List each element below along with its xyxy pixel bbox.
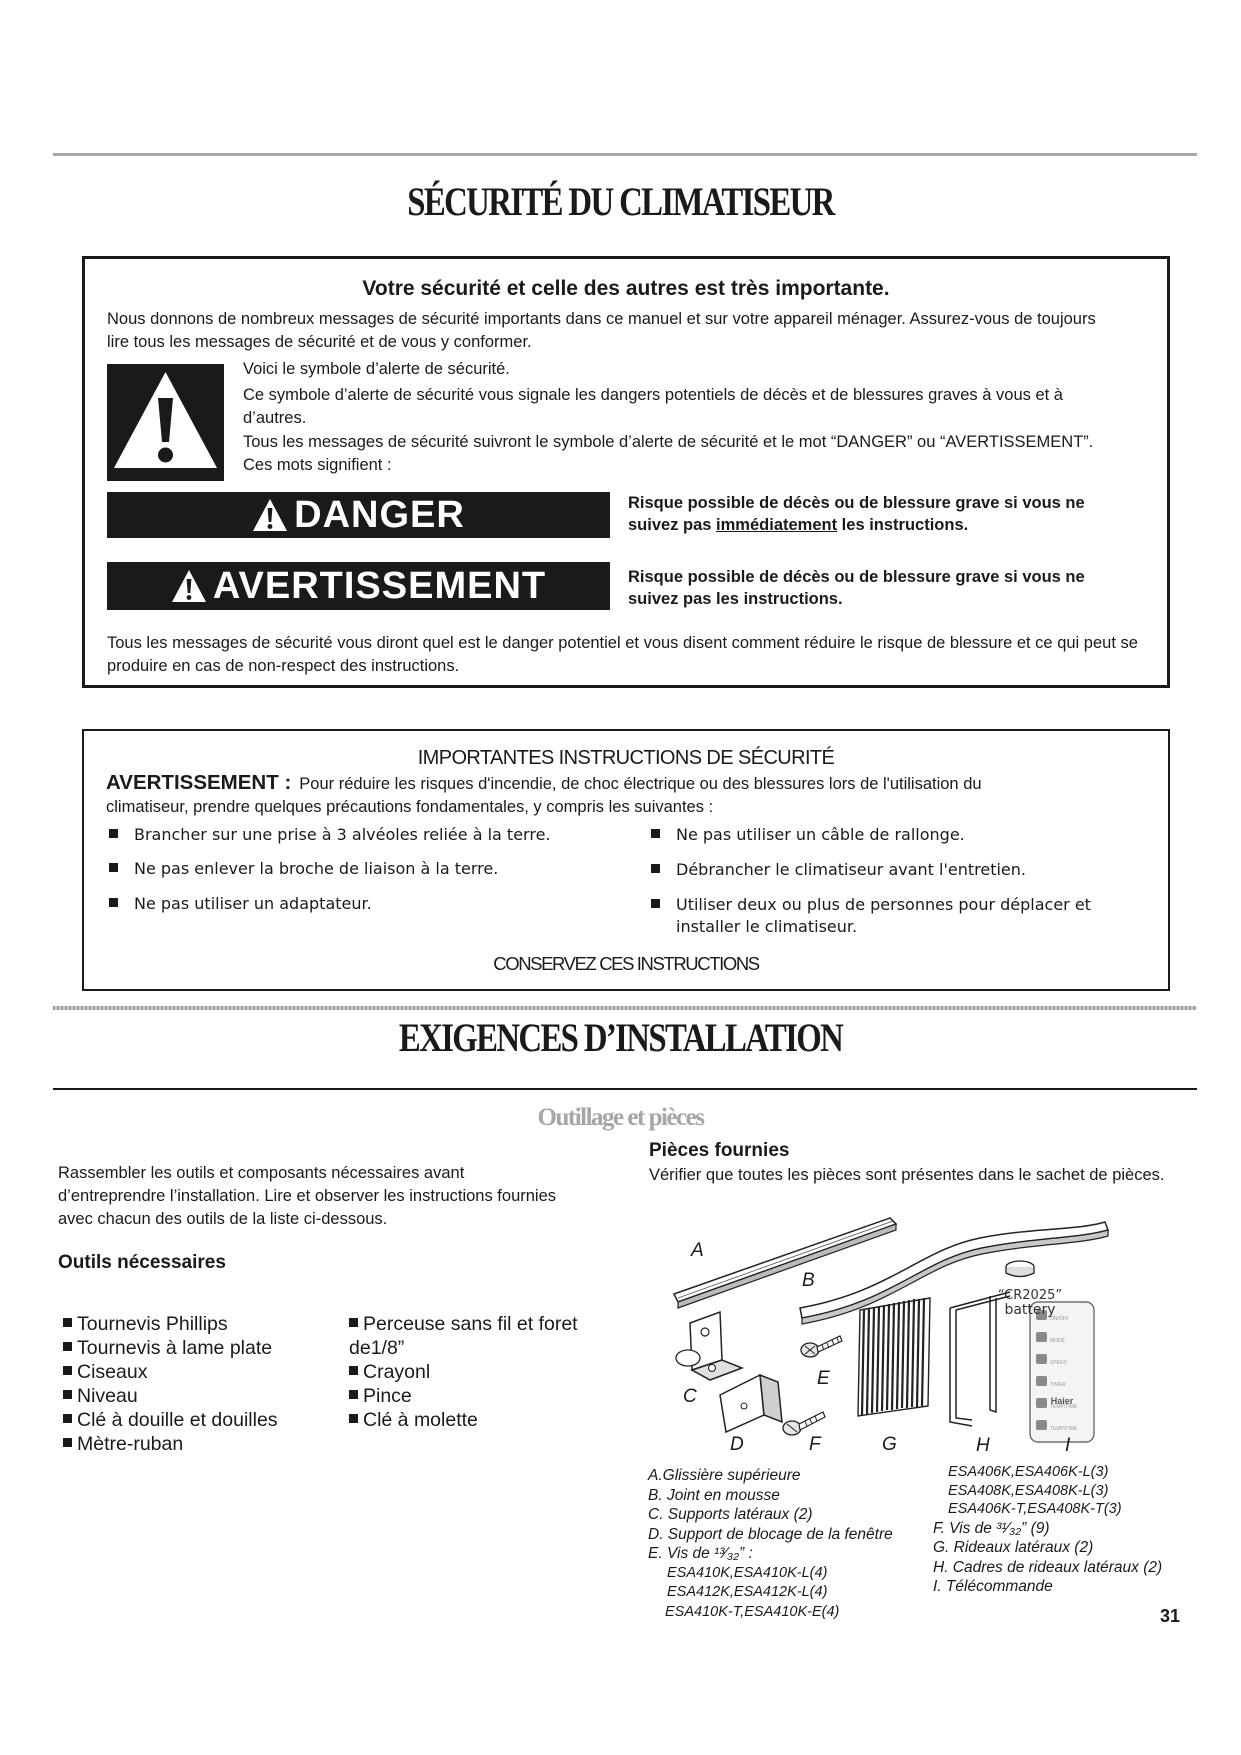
- parts-heading: Pièces fournies: [649, 1140, 790, 1161]
- list-item-text: Perceuse sans fil et foret: [363, 1313, 578, 1335]
- remote-button-label: ON/OFF: [1050, 1316, 1069, 1322]
- remote-button-label: TEMP/TIME: [1050, 1426, 1078, 1432]
- part-c-side-bracket: [676, 1312, 742, 1380]
- figure-label-c: C: [683, 1386, 697, 1407]
- parts-legend-left: [648, 1466, 948, 1622]
- danger-warning-icon: [252, 498, 288, 532]
- list-item: [63, 1432, 333, 1456]
- list-item: [651, 824, 965, 846]
- list-item-text: Utiliser deux ou plus de personnes pour déplacer et installer le climatiseur.: [676, 895, 1091, 936]
- legend-item: I. Télécommande: [933, 1578, 1053, 1595]
- list-item-text: de1/8”: [349, 1337, 405, 1359]
- safety-box-heading: Votre sécurité et celle des autres est très importante.: [362, 277, 890, 300]
- list-item-text: Débrancher le climatiseur avant l'entretien.: [676, 860, 1026, 879]
- instructions-title: IMPORTANTES INSTRUCTIONS DE SÉCURITÉ: [417, 747, 835, 769]
- instructions-warning-label: AVERTISSEMENT :: [106, 771, 292, 794]
- legend-item: H. Cadres de rideaux latéraux (2): [933, 1558, 1163, 1576]
- list-item-text: Ciseaux: [77, 1361, 148, 1383]
- figure-label-a: A: [691, 1240, 704, 1261]
- legend-item: E. Vis de ¹³⁄₃₂” :: [648, 1545, 753, 1562]
- danger-label: DANGER: [294, 493, 465, 536]
- list-item: [651, 859, 1026, 881]
- legend-item: D. Support de blocage de la fenêtre: [648, 1525, 893, 1543]
- list-item-text: Clé à molette: [363, 1409, 478, 1431]
- list-item: [63, 1312, 333, 1336]
- battery-label-2: battery: [1004, 1302, 1056, 1318]
- list-item-text: Brancher sur une prise à 3 alvéoles reliée à la terre.: [134, 825, 551, 844]
- figure-label-h: H: [976, 1435, 990, 1456]
- legend-item: ESA410K,ESA410K-L(4): [667, 1564, 828, 1581]
- list-item: [651, 894, 1131, 938]
- legend-item: F. Vis de ³¹⁄₃₂” (9): [933, 1519, 1050, 1537]
- figure-label-f: F: [809, 1434, 821, 1455]
- list-item-text: Ne pas utiliser un câble de rallonge.: [676, 825, 965, 844]
- legend-item: ESA406K,ESA406K-L(3): [948, 1464, 1109, 1480]
- safety-title: SÉCURITÉ DU CLIMATISEUR: [407, 179, 834, 224]
- battery-label-1: “CR2025”: [997, 1288, 1063, 1303]
- installation-subtitle: Outillage et pièces: [537, 1104, 704, 1131]
- page-number: 31: [1160, 1606, 1181, 1626]
- instructions-warning-text-2: climatiseur, prendre quelques précautions fondamentales, y compris les suivantes :: [106, 798, 714, 816]
- legend-item: ESA406K-T,ESA408K-T(3): [948, 1501, 1122, 1517]
- remote-brand-logo: Haier: [1050, 1396, 1074, 1406]
- legend-item: ESA410K-T,ESA410K-E(4): [665, 1603, 840, 1620]
- symbol-description: Ce symbole d’alerte de sécurité vous signale les dangers potentiels de décès et de blessures graves à vous et à d’autres.: [243, 386, 1063, 427]
- danger-text: [628, 492, 1138, 536]
- list-item-text: Pince: [363, 1385, 412, 1407]
- remote-button-label: MODE: [1050, 1338, 1065, 1344]
- parts-intro: Vérifier que toutes les pièces sont présentes dans le sachet de pièces.: [649, 1166, 1165, 1184]
- list-item: [349, 1384, 609, 1408]
- safety-alert-symbol-icon: [107, 364, 224, 481]
- list-item-text: Ne pas enlever la broche de liaison à la terre.: [134, 859, 499, 878]
- list-item-text: Mètre-ruban: [77, 1433, 184, 1455]
- part-e-screw: [801, 1336, 842, 1357]
- top-rule: [53, 153, 1197, 156]
- list-item-text: Niveau: [77, 1385, 138, 1407]
- section-divider: [53, 1006, 1197, 1010]
- danger-text-post: les instructions.: [837, 516, 969, 534]
- danger-banner: [107, 492, 610, 538]
- figure-label-i: I: [1065, 1435, 1071, 1456]
- installation-intro: Rassembler les outils et composants nécessaires avant d’entreprendre l’installation. Lire et observer les instructions fournies avec chacun des outils de la liste ci-dessous.: [58, 1164, 557, 1228]
- list-item: [63, 1360, 333, 1384]
- warning-banner: [107, 562, 610, 610]
- figure-label-g: G: [882, 1434, 897, 1455]
- parts-legend-right: [933, 1463, 1193, 1597]
- remote-button-label: TEMP/TIME: [1050, 1404, 1078, 1410]
- legend-item: G. Rideaux latéraux (2): [933, 1539, 1094, 1556]
- warning-text: Risque possible de décès ou de blessure grave si vous ne suivez pas les instructions.: [628, 568, 1085, 608]
- list-item: [63, 1384, 333, 1408]
- legend-item: C. Supports latéraux (2): [648, 1506, 813, 1523]
- warning-label: AVERTISSEMENT: [212, 564, 547, 607]
- part-d-window-lock: [720, 1375, 782, 1432]
- list-item: [349, 1312, 609, 1336]
- list-item: [349, 1336, 609, 1360]
- tools-list-left: [63, 1312, 333, 1456]
- figure-label-e: E: [817, 1368, 830, 1389]
- warning-alert-icon: [171, 569, 207, 603]
- part-g-side-curtains: [858, 1298, 930, 1416]
- legend-item: A.Glissière supérieure: [648, 1467, 801, 1484]
- list-item-text: Tournevis à lame plate: [77, 1337, 273, 1359]
- list-item: [109, 893, 372, 915]
- tools-heading: Outils nécessaires: [58, 1252, 226, 1273]
- tools-list-right: [349, 1312, 609, 1432]
- legend-item: ESA408K,ESA408K-L(3): [948, 1482, 1109, 1499]
- list-item: [63, 1408, 333, 1432]
- danger-text-pre: Risque possible de décès ou de blessure grave si vous ne suivez pas: [628, 494, 1085, 534]
- list-item: [349, 1408, 609, 1432]
- legend-item: B. Joint en mousse: [648, 1486, 780, 1504]
- instructions-footer: CONSERVEZ CES INSTRUCTIONS: [493, 953, 759, 974]
- installation-rule: [53, 1088, 1197, 1090]
- instructions-box: [82, 729, 1170, 991]
- safety-footer: Tous les messages de sécurité vous diront quel est le danger potentiel et vous disent comment réduire le risque de blessure et ce qui peut se produire en cas de non-respect des instructions.: [107, 634, 1138, 675]
- safety-box: [82, 256, 1170, 688]
- remote-button-label: SPEED: [1050, 1360, 1067, 1366]
- safety-intro: Nous donnons de nombreux messages de sécurité importants dans ce manuel et sur votre appareil ménager. Assurez-vous de toujours lire tous les messages de sécurité et de vous y conformer.: [107, 310, 1096, 351]
- figure-label-b: B: [802, 1270, 815, 1291]
- figure-label-d: D: [730, 1434, 744, 1455]
- danger-text-underline: immédiatement: [716, 516, 838, 534]
- list-item: [63, 1336, 333, 1360]
- list-item: [109, 858, 498, 880]
- instructions-warning-text-1: Pour réduire les risques d'incendie, de choc électrique ou des blessures lors de l'utilisation du: [299, 775, 982, 793]
- list-item-text: Clé à douille et douilles: [77, 1409, 278, 1431]
- legend-item: ESA412K,ESA412K-L(4): [667, 1584, 828, 1600]
- instructions-warning: [106, 771, 1146, 819]
- list-item-text: Tournevis Phillips: [77, 1313, 228, 1335]
- list-item-text: Ne pas utiliser un adaptateur.: [134, 894, 372, 913]
- list-item: [109, 824, 551, 846]
- remote-button-labels: [1050, 1308, 1077, 1440]
- symbol-line: Voici le symbole d’alerte de sécurité.: [243, 360, 510, 378]
- parts-illustration: [660, 1210, 1140, 1456]
- symbol-follow: Tous les messages de sécurité suivront le symbole d’alerte de sécurité et le mot “DANGER” ou “AVERTISSEMENT”. Ces mots signifient :: [243, 433, 1094, 474]
- part-f-screw: [783, 1412, 825, 1435]
- installation-title: EXIGENCES D’INSTALLATION: [398, 1015, 843, 1060]
- list-item-text: Crayonl: [363, 1361, 431, 1383]
- list-item: [349, 1360, 609, 1384]
- remote-button-label: TIMER: [1050, 1382, 1066, 1388]
